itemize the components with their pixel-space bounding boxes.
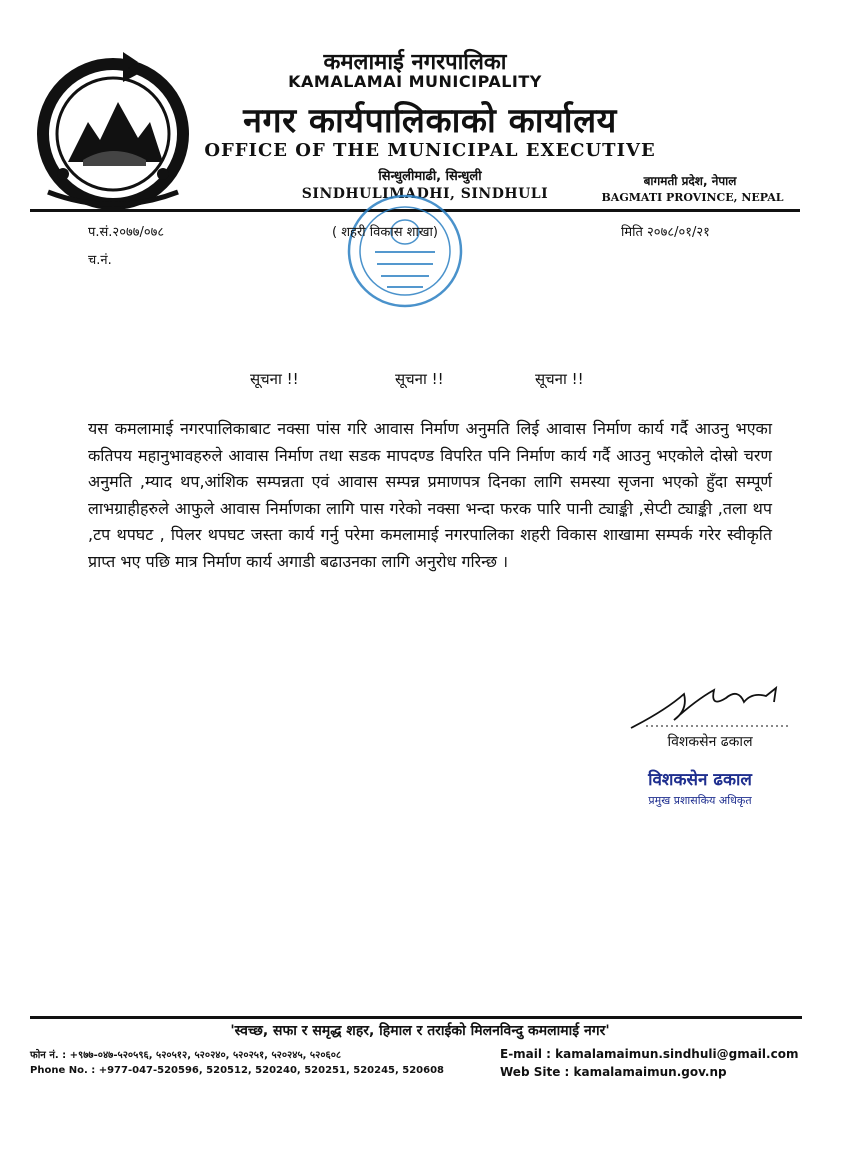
office-name-np: नगर कार्यपालिकाको कार्यालय [243,101,617,141]
municipality-name-np: कमलामाई नगरपालिका [323,50,507,75]
footer-slogan: 'स्वच्छ, सफा र समृद्ध शहर, हिमाल र तराईको मिलनविन्दु कमलामाई नगर' [230,1023,610,1039]
province-np: बागमती प्रदेश, नेपाल [643,174,737,188]
reference-number: प.सं.२०७७/०७८ [88,225,165,240]
section-name: ( शहरी विकास शाखा) [332,225,438,240]
office-name-en: OFFICE OF THE MUNICIPAL EXECUTIVE [204,140,656,161]
notice-header: सूचना !! [250,370,299,388]
email-address: E-mail : kamalamaimun.sindhuli@gmail.com [500,1047,799,1061]
nepal-emblem-icon [28,42,198,212]
office-stamp-icon [345,192,465,310]
signature-icon [626,680,796,732]
dispatch-number: च.नं. [88,253,112,268]
phone-np: फोन नं. : +९७७-०४७-५२०५९६, ५२०५१२, ५२०२४०, ५२०२५१, ५२०२४५, ५२०६०८ [30,1050,342,1061]
phone-en: Phone No. : +977-047-520596, 520512, 520240, 520251, 520245, 520608 [30,1065,445,1076]
signatory-name: विशकसेन ढकाल [667,734,753,750]
office-stamp [345,192,465,310]
location-np: सिन्धुलीमाढी, सिन्धुली [378,169,482,184]
notice-header: सूचना !! [395,370,444,388]
province-en: BAGMATI PROVINCE, NEPAL [601,191,784,204]
signature [626,680,796,732]
letter-date: मिति २०७८/०१/२१ [621,225,710,240]
notice-body: यस कमलामाई नगरपालिकाबाट नक्सा पांस गरि आवास निर्माण अनुमति लिई आवास निर्माण कार्य गर्दै आउनु भएका कतिपय महानुभावहरुले आवास निर्माण तथा सडक मापदण्ड विपरित पनि निर्माण कार्य गर्दै आउनु भएकोले दोस्रो चरण अनुमति ,म्याद थप,आंशिक सम्पन्नता एवं आवास सम्पन्न प्रमाणपत्र दिनका लागि समस्या सृजना भएको हुँदा सम्पूर्ण लाभग्राहीहरुले आफुले आवास निर्माणका लागि पास गरेको नक्सा भन्दा फरक पारि पानी ट्याङ्की ,सेप्टी ट्याङ्की ,तला थप ,टप थपघट , पिलर थपघट जस्ता कार्य गर्नु परेमा कमलामाई नगरपालिका शहरी विकास शाखामा सम्पर्क गरेर स्वीकृति प्राप्त भए पछि मात्र निर्माण कार्य अगाडी बढाउनका लागि अनुरोध गरिन्छ । [88,419,772,571]
seal-name: विशकसेन ढकाल [648,770,752,790]
location-en: SINDHULIMADHI, SINDHULI [301,186,549,202]
website-address: Web Site : kamalamaimun.gov.np [500,1065,727,1079]
municipality-name-en: KAMALAMAI MUNICIPALITY [288,72,542,91]
seal-title: प्रमुख प्रशासकिय अधिकृत [648,794,752,807]
footer-divider [30,1016,802,1019]
municipality-logo [28,42,198,212]
notice-header: सूचना !! [535,370,584,388]
